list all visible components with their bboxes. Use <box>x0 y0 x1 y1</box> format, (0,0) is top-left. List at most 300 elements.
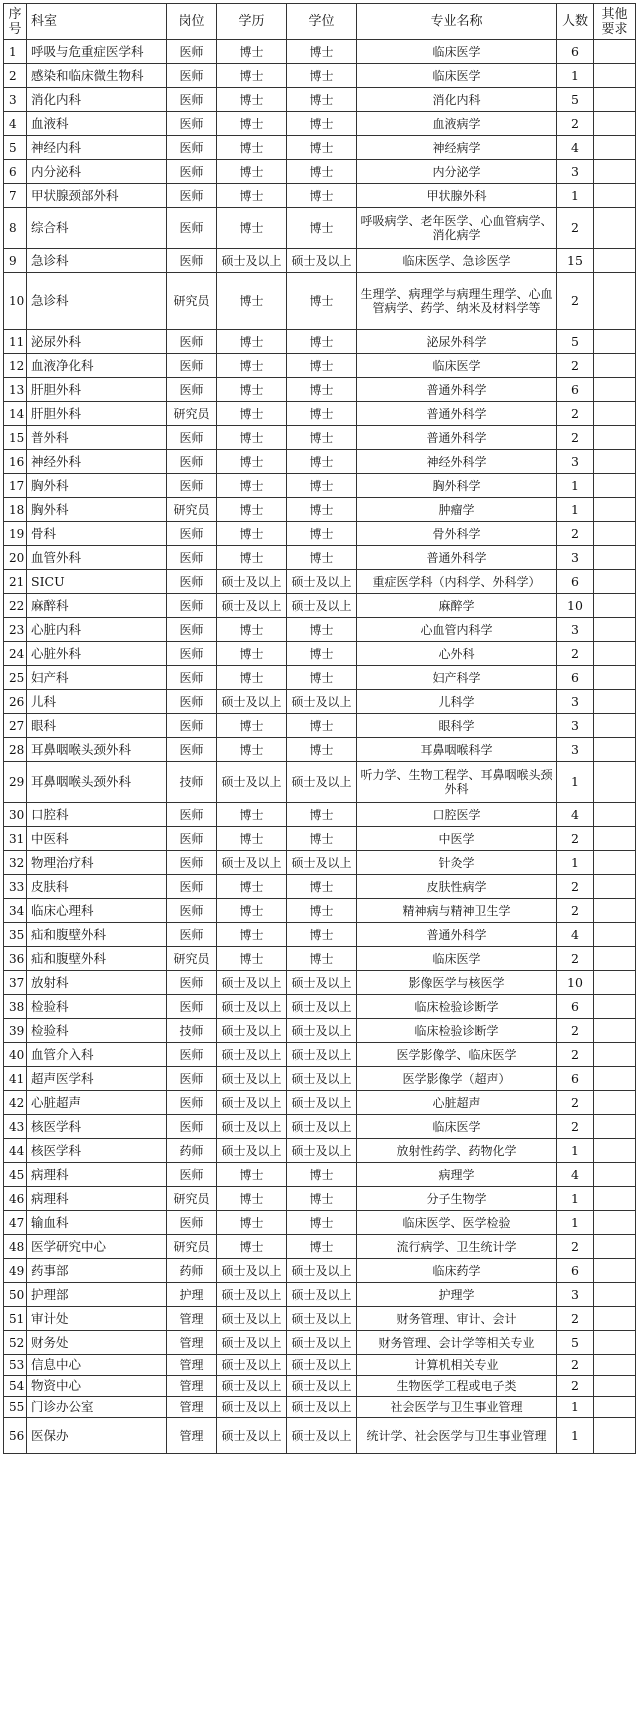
row-major: 胸外科学 <box>357 474 557 498</box>
row-count: 3 <box>557 618 594 642</box>
row-major: 骨外科学 <box>357 522 557 546</box>
row-other-requirements <box>594 1235 636 1259</box>
row-degree: 博士 <box>287 803 357 827</box>
row-major: 计算机相关专业 <box>357 1355 557 1376</box>
row-department: 财务处 <box>27 1331 167 1355</box>
table-row <box>4 1139 636 1163</box>
row-other-requirements <box>594 208 636 249</box>
table-row <box>4 1418 636 1454</box>
row-other-requirements <box>594 498 636 522</box>
recruitment-table <box>3 3 636 1454</box>
row-degree: 博士 <box>287 450 357 474</box>
row-count: 10 <box>557 971 594 995</box>
row-position: 医师 <box>167 1043 217 1067</box>
row-degree: 博士 <box>287 899 357 923</box>
row-department: 麻醉科 <box>27 594 167 618</box>
row-major: 生物医学工程或电子类 <box>357 1376 557 1397</box>
row-degree: 博士 <box>287 184 357 208</box>
row-department: 医学研究中心 <box>27 1235 167 1259</box>
row-other-requirements <box>594 354 636 378</box>
row-major: 社会医学与卫生事业管理 <box>357 1397 557 1418</box>
row-department: 心脏内科 <box>27 618 167 642</box>
row-count: 15 <box>557 249 594 273</box>
row-position: 医师 <box>167 803 217 827</box>
row-education: 博士 <box>217 88 287 112</box>
row-major: 普通外科学 <box>357 402 557 426</box>
row-major: 临床医学 <box>357 947 557 971</box>
row-index: 31 <box>4 827 27 851</box>
row-department: 核医学科 <box>27 1139 167 1163</box>
row-index: 39 <box>4 1019 27 1043</box>
row-degree: 硕士及以上 <box>287 971 357 995</box>
row-position: 技师 <box>167 762 217 803</box>
table-row <box>4 762 636 803</box>
table-row <box>4 1067 636 1091</box>
table-row <box>4 1019 636 1043</box>
row-count: 3 <box>557 1283 594 1307</box>
row-position: 药师 <box>167 1259 217 1283</box>
row-count: 1 <box>557 498 594 522</box>
row-other-requirements <box>594 1331 636 1355</box>
row-count: 2 <box>557 947 594 971</box>
row-department: 临床心理科 <box>27 899 167 923</box>
row-other-requirements <box>594 426 636 450</box>
row-major: 心脏超声 <box>357 1091 557 1115</box>
row-department: 超声医学科 <box>27 1067 167 1091</box>
row-other-requirements <box>594 273 636 330</box>
row-education: 硕士及以上 <box>217 1043 287 1067</box>
table-row <box>4 88 636 112</box>
row-major: 临床药学 <box>357 1259 557 1283</box>
row-department: 急诊科 <box>27 249 167 273</box>
row-major: 护理学 <box>357 1283 557 1307</box>
row-index: 4 <box>4 112 27 136</box>
table-row <box>4 570 636 594</box>
row-other-requirements <box>594 594 636 618</box>
row-education: 博士 <box>217 426 287 450</box>
row-degree: 硕士及以上 <box>287 1019 357 1043</box>
row-position: 医师 <box>167 714 217 738</box>
row-count: 1 <box>557 1211 594 1235</box>
row-education: 硕士及以上 <box>217 1019 287 1043</box>
row-department: 医保办 <box>27 1418 167 1454</box>
row-position: 医师 <box>167 378 217 402</box>
row-education: 硕士及以上 <box>217 1139 287 1163</box>
row-position: 医师 <box>167 666 217 690</box>
row-department: 神经内科 <box>27 136 167 160</box>
row-count: 1 <box>557 474 594 498</box>
header-count: 人数 <box>557 4 594 40</box>
row-education: 博士 <box>217 160 287 184</box>
row-department: 胸外科 <box>27 474 167 498</box>
row-position: 医师 <box>167 875 217 899</box>
row-count: 6 <box>557 1259 594 1283</box>
table-row <box>4 522 636 546</box>
row-count: 1 <box>557 1187 594 1211</box>
row-department: 疝和腹壁外科 <box>27 947 167 971</box>
row-other-requirements <box>594 899 636 923</box>
row-major: 统计学、社会医学与卫生事业管理 <box>357 1418 557 1454</box>
row-major: 流行病学、卫生统计学 <box>357 1235 557 1259</box>
row-degree: 博士 <box>287 714 357 738</box>
row-education: 博士 <box>217 1187 287 1211</box>
row-other-requirements <box>594 1418 636 1454</box>
row-count: 2 <box>557 1355 594 1376</box>
table-row <box>4 378 636 402</box>
row-degree: 博士 <box>287 64 357 88</box>
row-major: 神经外科学 <box>357 450 557 474</box>
row-education: 硕士及以上 <box>217 1115 287 1139</box>
table-row <box>4 112 636 136</box>
row-degree: 硕士及以上 <box>287 762 357 803</box>
row-count: 5 <box>557 1331 594 1355</box>
row-education: 硕士及以上 <box>217 995 287 1019</box>
row-position: 医师 <box>167 136 217 160</box>
row-major: 普通外科学 <box>357 546 557 570</box>
row-department: 药事部 <box>27 1259 167 1283</box>
row-position: 研究员 <box>167 947 217 971</box>
table-row <box>4 1307 636 1331</box>
row-department: 肝胆外科 <box>27 402 167 426</box>
row-major: 放射性药学、药物化学 <box>357 1139 557 1163</box>
row-major: 心血管内科学 <box>357 618 557 642</box>
row-education: 硕士及以上 <box>217 1259 287 1283</box>
row-index: 16 <box>4 450 27 474</box>
row-department: 审计处 <box>27 1307 167 1331</box>
row-education: 博士 <box>217 402 287 426</box>
table-row <box>4 1043 636 1067</box>
row-department: 核医学科 <box>27 1115 167 1139</box>
row-degree: 硕士及以上 <box>287 1115 357 1139</box>
row-count: 3 <box>557 714 594 738</box>
row-degree: 博士 <box>287 426 357 450</box>
row-department: 消化内科 <box>27 88 167 112</box>
row-other-requirements <box>594 851 636 875</box>
row-department: 眼科 <box>27 714 167 738</box>
table-row <box>4 426 636 450</box>
row-major: 临床医学、急诊医学 <box>357 249 557 273</box>
row-position: 管理 <box>167 1418 217 1454</box>
row-education: 硕士及以上 <box>217 1091 287 1115</box>
row-position: 医师 <box>167 1163 217 1187</box>
table-row <box>4 249 636 273</box>
row-count: 2 <box>557 875 594 899</box>
row-department: 放射科 <box>27 971 167 995</box>
row-count: 1 <box>557 851 594 875</box>
row-education: 博士 <box>217 1235 287 1259</box>
row-major: 皮肤性病学 <box>357 875 557 899</box>
row-other-requirements <box>594 875 636 899</box>
row-position: 医师 <box>167 184 217 208</box>
row-major: 财务管理、审计、会计 <box>357 1307 557 1331</box>
row-index: 34 <box>4 899 27 923</box>
table-row <box>4 402 636 426</box>
row-education: 博士 <box>217 112 287 136</box>
row-major: 影像医学与核医学 <box>357 971 557 995</box>
table-row <box>4 1331 636 1355</box>
row-education: 博士 <box>217 642 287 666</box>
row-major: 麻醉学 <box>357 594 557 618</box>
row-count: 2 <box>557 1115 594 1139</box>
row-other-requirements <box>594 184 636 208</box>
row-degree: 博士 <box>287 1235 357 1259</box>
row-other-requirements <box>594 378 636 402</box>
table-row <box>4 184 636 208</box>
row-index: 41 <box>4 1067 27 1091</box>
row-education: 博士 <box>217 803 287 827</box>
row-education: 博士 <box>217 546 287 570</box>
row-position: 技师 <box>167 1019 217 1043</box>
row-degree: 硕士及以上 <box>287 851 357 875</box>
row-index: 49 <box>4 1259 27 1283</box>
row-education: 硕士及以上 <box>217 1283 287 1307</box>
row-index: 44 <box>4 1139 27 1163</box>
row-department: 神经外科 <box>27 450 167 474</box>
row-index: 30 <box>4 803 27 827</box>
row-index: 7 <box>4 184 27 208</box>
row-education: 博士 <box>217 1211 287 1235</box>
table-row <box>4 546 636 570</box>
row-education: 博士 <box>217 136 287 160</box>
row-other-requirements <box>594 738 636 762</box>
table-row <box>4 803 636 827</box>
row-index: 5 <box>4 136 27 160</box>
row-index: 1 <box>4 40 27 64</box>
row-major: 中医学 <box>357 827 557 851</box>
table-row <box>4 714 636 738</box>
row-position: 医师 <box>167 88 217 112</box>
row-degree: 硕士及以上 <box>287 1259 357 1283</box>
row-major: 听力学、生物工程学、耳鼻咽喉头颈外科 <box>357 762 557 803</box>
row-major: 妇产科学 <box>357 666 557 690</box>
row-other-requirements <box>594 1163 636 1187</box>
row-department: 耳鼻咽喉头颈外科 <box>27 762 167 803</box>
row-degree: 博士 <box>287 546 357 570</box>
row-count: 2 <box>557 402 594 426</box>
row-department: 皮肤科 <box>27 875 167 899</box>
row-major: 临床医学、医学检验 <box>357 1211 557 1235</box>
row-position: 医师 <box>167 995 217 1019</box>
header-degree: 学位 <box>287 4 357 40</box>
row-index: 15 <box>4 426 27 450</box>
table-row <box>4 690 636 714</box>
row-major: 针灸学 <box>357 851 557 875</box>
row-position: 医师 <box>167 330 217 354</box>
row-education: 硕士及以上 <box>217 1355 287 1376</box>
row-other-requirements <box>594 666 636 690</box>
row-position: 医师 <box>167 522 217 546</box>
row-degree: 博士 <box>287 208 357 249</box>
row-degree: 博士 <box>287 378 357 402</box>
row-degree: 博士 <box>287 947 357 971</box>
row-other-requirements <box>594 1376 636 1397</box>
row-degree: 博士 <box>287 618 357 642</box>
row-education: 硕士及以上 <box>217 690 287 714</box>
row-other-requirements <box>594 330 636 354</box>
row-major: 病理学 <box>357 1163 557 1187</box>
row-count: 1 <box>557 1139 594 1163</box>
row-degree: 硕士及以上 <box>287 1397 357 1418</box>
row-count: 3 <box>557 738 594 762</box>
row-degree: 硕士及以上 <box>287 1331 357 1355</box>
row-education: 博士 <box>217 738 287 762</box>
row-count: 2 <box>557 426 594 450</box>
row-education: 硕士及以上 <box>217 971 287 995</box>
row-other-requirements <box>594 570 636 594</box>
row-other-requirements <box>594 642 636 666</box>
row-degree: 博士 <box>287 875 357 899</box>
table-row <box>4 160 636 184</box>
row-position: 研究员 <box>167 1187 217 1211</box>
row-degree: 硕士及以上 <box>287 1307 357 1331</box>
row-major: 呼吸病学、老年医学、心血管病学、消化病学 <box>357 208 557 249</box>
row-degree: 博士 <box>287 402 357 426</box>
row-count: 2 <box>557 354 594 378</box>
table-row <box>4 1091 636 1115</box>
row-degree: 博士 <box>287 112 357 136</box>
table-row <box>4 1235 636 1259</box>
row-education: 博士 <box>217 208 287 249</box>
row-index: 25 <box>4 666 27 690</box>
row-index: 56 <box>4 1418 27 1454</box>
row-position: 医师 <box>167 1211 217 1235</box>
row-major: 临床医学 <box>357 40 557 64</box>
row-count: 2 <box>557 1235 594 1259</box>
row-degree: 博士 <box>287 273 357 330</box>
row-index: 21 <box>4 570 27 594</box>
row-degree: 硕士及以上 <box>287 1418 357 1454</box>
row-education: 博士 <box>217 474 287 498</box>
row-other-requirements <box>594 971 636 995</box>
row-index: 13 <box>4 378 27 402</box>
row-index: 46 <box>4 1187 27 1211</box>
row-major: 临床医学 <box>357 1115 557 1139</box>
row-major: 儿科学 <box>357 690 557 714</box>
row-major: 肿瘤学 <box>357 498 557 522</box>
row-education: 博士 <box>217 827 287 851</box>
row-education: 硕士及以上 <box>217 570 287 594</box>
row-degree: 博士 <box>287 330 357 354</box>
row-education: 博士 <box>217 947 287 971</box>
row-other-requirements <box>594 402 636 426</box>
row-count: 3 <box>557 450 594 474</box>
row-education: 博士 <box>217 923 287 947</box>
row-index: 45 <box>4 1163 27 1187</box>
row-degree: 硕士及以上 <box>287 995 357 1019</box>
row-index: 33 <box>4 875 27 899</box>
row-department: 口腔科 <box>27 803 167 827</box>
row-major: 血液病学 <box>357 112 557 136</box>
row-major: 分子生物学 <box>357 1187 557 1211</box>
row-education: 博士 <box>217 498 287 522</box>
row-position: 医师 <box>167 40 217 64</box>
table-row <box>4 899 636 923</box>
row-education: 博士 <box>217 1163 287 1187</box>
row-major: 泌尿外科学 <box>357 330 557 354</box>
row-department: 血管外科 <box>27 546 167 570</box>
row-department: 肝胆外科 <box>27 378 167 402</box>
row-position: 医师 <box>167 160 217 184</box>
table-row <box>4 1211 636 1235</box>
row-index: 36 <box>4 947 27 971</box>
row-index: 28 <box>4 738 27 762</box>
row-other-requirements <box>594 1259 636 1283</box>
row-department: 心脏超声 <box>27 1091 167 1115</box>
row-count: 2 <box>557 112 594 136</box>
row-index: 55 <box>4 1397 27 1418</box>
row-education: 博士 <box>217 899 287 923</box>
row-other-requirements <box>594 618 636 642</box>
row-position: 医师 <box>167 642 217 666</box>
table-row <box>4 1163 636 1187</box>
row-count: 6 <box>557 378 594 402</box>
row-degree: 硕士及以上 <box>287 1139 357 1163</box>
table-row <box>4 923 636 947</box>
row-position: 医师 <box>167 827 217 851</box>
row-position: 医师 <box>167 64 217 88</box>
row-position: 管理 <box>167 1331 217 1355</box>
row-major: 普通外科学 <box>357 378 557 402</box>
row-count: 2 <box>557 1043 594 1067</box>
row-other-requirements <box>594 1355 636 1376</box>
row-other-requirements <box>594 1139 636 1163</box>
row-index: 6 <box>4 160 27 184</box>
row-index: 42 <box>4 1091 27 1115</box>
table-row <box>4 330 636 354</box>
row-index: 23 <box>4 618 27 642</box>
row-degree: 博士 <box>287 666 357 690</box>
row-count: 6 <box>557 666 594 690</box>
row-other-requirements <box>594 40 636 64</box>
row-department: 胸外科 <box>27 498 167 522</box>
table-row <box>4 1355 636 1376</box>
table-row <box>4 1259 636 1283</box>
row-other-requirements <box>594 1397 636 1418</box>
row-department: 病理科 <box>27 1163 167 1187</box>
row-position: 医师 <box>167 594 217 618</box>
row-position: 护理 <box>167 1283 217 1307</box>
row-education: 硕士及以上 <box>217 762 287 803</box>
row-index: 3 <box>4 88 27 112</box>
row-degree: 博士 <box>287 738 357 762</box>
row-degree: 博士 <box>287 1187 357 1211</box>
table-row <box>4 947 636 971</box>
row-major: 普通外科学 <box>357 426 557 450</box>
row-position: 医师 <box>167 738 217 762</box>
row-other-requirements <box>594 1019 636 1043</box>
row-department: 病理科 <box>27 1187 167 1211</box>
row-major: 耳鼻咽喉科学 <box>357 738 557 762</box>
row-other-requirements <box>594 1115 636 1139</box>
table-row <box>4 136 636 160</box>
row-other-requirements <box>594 474 636 498</box>
table-row <box>4 354 636 378</box>
row-department: 综合科 <box>27 208 167 249</box>
row-count: 6 <box>557 40 594 64</box>
row-major: 普通外科学 <box>357 923 557 947</box>
table-body <box>4 40 636 1454</box>
row-position: 研究员 <box>167 498 217 522</box>
row-count: 1 <box>557 184 594 208</box>
table-row <box>4 618 636 642</box>
row-position: 管理 <box>167 1397 217 1418</box>
row-other-requirements <box>594 522 636 546</box>
row-other-requirements <box>594 546 636 570</box>
row-degree: 硕士及以上 <box>287 570 357 594</box>
row-education: 硕士及以上 <box>217 1418 287 1454</box>
row-index: 27 <box>4 714 27 738</box>
table-row <box>4 827 636 851</box>
